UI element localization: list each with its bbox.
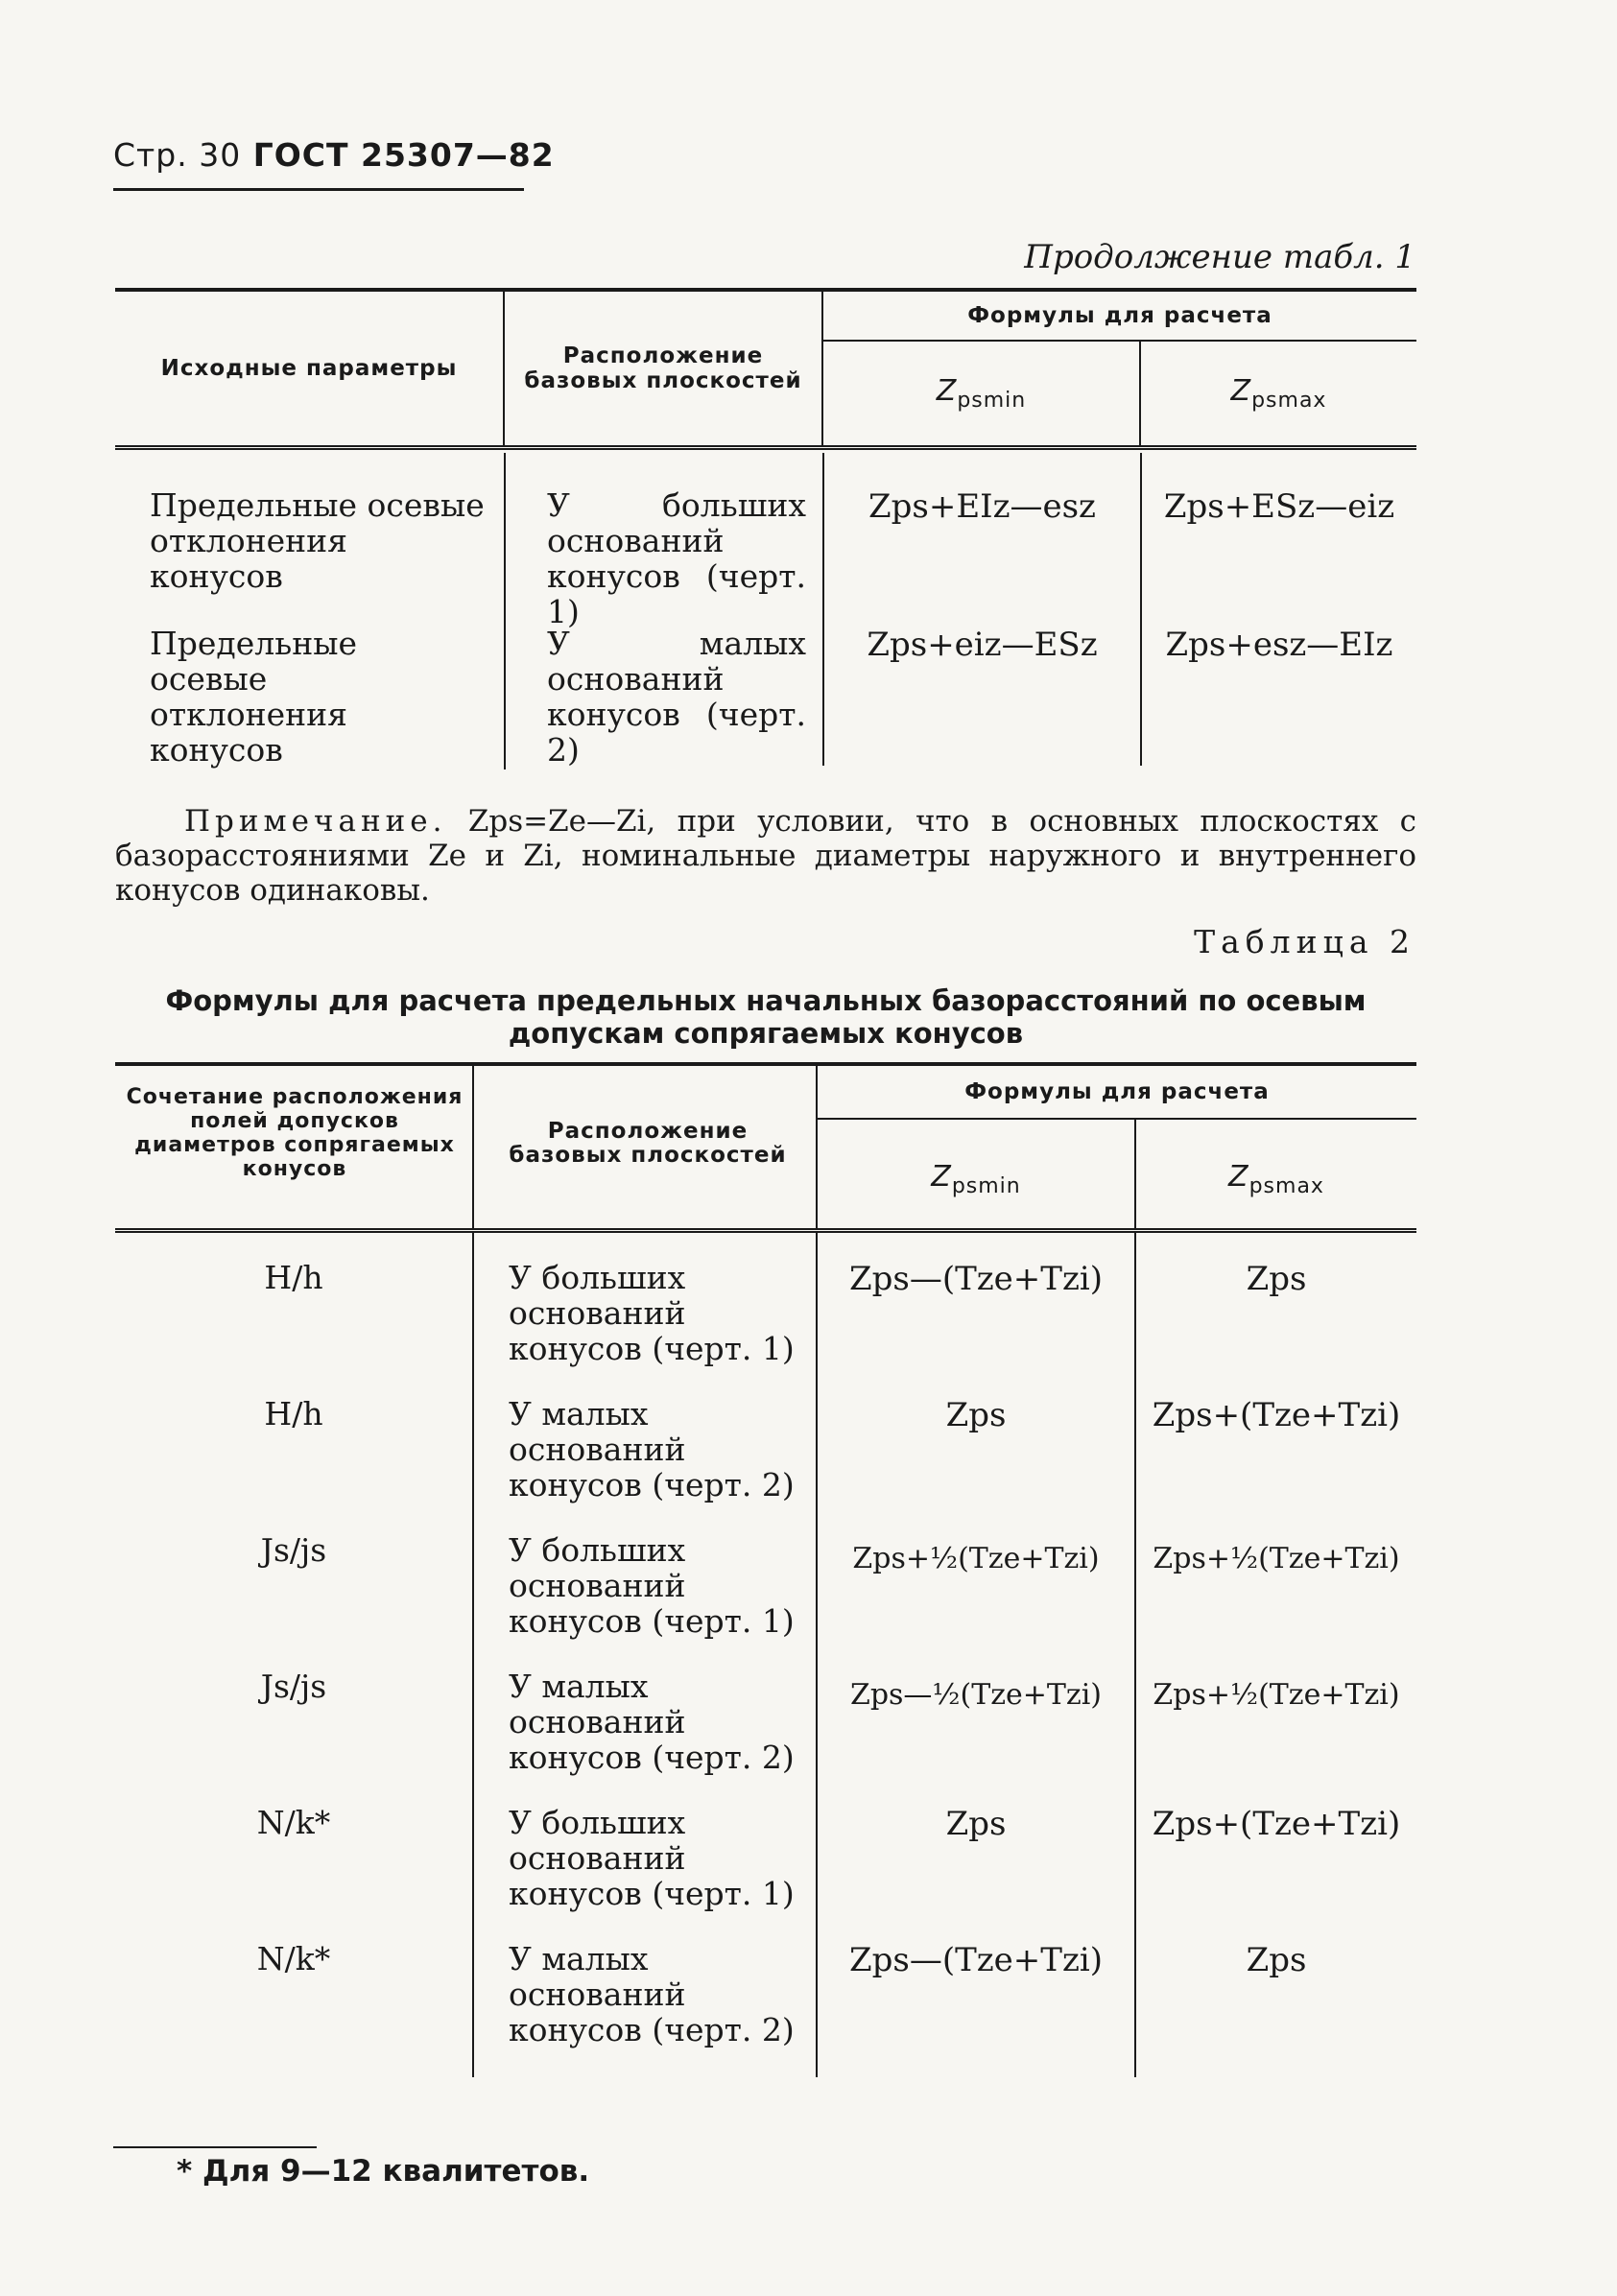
table2-row1-combo: H/h <box>264 1259 323 1296</box>
table2-row5-zmin: Zps <box>945 1805 1007 1843</box>
table2-row1-zmax: Zps <box>1246 1260 1307 1298</box>
table2-row1-location: У больших оснований конусов (черт. 1) <box>509 1259 795 1367</box>
table2-row6-zmax: Zps <box>1246 1941 1307 1979</box>
table2-row4-location: У малых оснований конусов (черт. 2) <box>509 1668 795 1776</box>
table2-col-zmin: $Z_{psmin}$ <box>931 1160 1021 1198</box>
table1-header-row-1 <box>115 290 1416 341</box>
note-text: Zps=Ze—Zi, при условии, что в основных плоскостях с базорасстояниями Ze и Zi, номинальные диаметры наружного и внутреннего конусов одинаковы. <box>115 804 1416 908</box>
table1-row2-zmax: Zps+esz—EIz <box>1165 626 1393 664</box>
table2-col-formulas: Формулы для расчета <box>964 1079 1270 1104</box>
table1-row2-param: Предельные осевые отклонения конусов <box>150 625 357 769</box>
table2-row2-zmin: Zps <box>945 1396 1007 1434</box>
table2-row5-combo: N/k* <box>256 1804 331 1841</box>
note <box>115 804 1416 908</box>
table2-row5-zmax: Zps+(Tze+Tzi) <box>1152 1805 1401 1843</box>
header-rule <box>113 188 524 191</box>
table2-row4-zmax: Zps+½(Tze+Tzi) <box>1153 1678 1400 1712</box>
table1-col-location: Расположение базовых плоскостей <box>504 290 822 448</box>
table1-row1-param: Предельные осевые отклонения конусов <box>150 486 485 595</box>
table2-col-zmax: $Z_{psmax}$ <box>1228 1160 1324 1198</box>
standard-number: ГОСТ 25307—82 <box>252 136 555 174</box>
footnote: * Для 9—12 квалитетов. <box>177 2154 590 2189</box>
table2-row6-location: У малых оснований конусов (черт. 2) <box>509 1940 795 2048</box>
table2-title: Формулы для расчета предельных начальных базорасстояний по осевым допускам сопрягаемых конусов <box>165 984 1367 1050</box>
table1-col-zmin: $Z_{psmin}$ <box>822 341 1140 448</box>
table2-row3-zmax: Zps+½(Tze+Tzi) <box>1153 1542 1400 1575</box>
table2-row3-location: У больших оснований конусов (черт. 1) <box>509 1531 795 1640</box>
table2-row6-combo: N/k* <box>256 1940 331 1977</box>
table2-header <box>115 1062 1416 1233</box>
table2-col-combo: Сочетание расположения полей допусков диаметров сопрягаемых конусов <box>126 1085 464 1181</box>
table2-row1-zmin: Zps—(Tze+Tzi) <box>848 1260 1104 1298</box>
page-header <box>113 136 555 174</box>
table2-label: Таблица 2 <box>1194 923 1415 960</box>
table2-body <box>115 1233 1416 2077</box>
table2-row3-zmin: Zps+½(Tze+Tzi) <box>852 1542 1100 1575</box>
table2-row2-zmax: Zps+(Tze+Tzi) <box>1152 1396 1401 1434</box>
table1-continuation-label: Продолжение табл. 1 <box>1024 238 1415 276</box>
table1-row1-zmax: Zps+ESz—eiz <box>1163 487 1395 526</box>
table1-row1-location: У больших оснований конусов (черт. 1) <box>547 486 806 630</box>
table1-row2-zmin: Zps+eiz—ESz <box>867 626 1098 664</box>
page-number: Стр. 30 <box>113 136 242 174</box>
table2-row4-zmin: Zps—½(Tze+Tzi) <box>849 1678 1103 1712</box>
table2-row5-location: У больших оснований конусов (черт. 1) <box>509 1804 795 1912</box>
table2-row2-combo: H/h <box>264 1395 323 1432</box>
table1-row2-location: У малых оснований конусов (черт. 2) <box>547 625 806 769</box>
table1 <box>115 288 1416 450</box>
table2-row6-zmin: Zps—(Tze+Tzi) <box>848 1941 1104 1979</box>
table1-col-params: Исходные параметры <box>115 290 504 448</box>
table2-row2-location: У малых оснований конусов (черт. 2) <box>509 1395 795 1503</box>
table2-row3-combo: Js/js <box>260 1531 327 1569</box>
table1-col-formulas: Формулы для расчета <box>822 290 1416 341</box>
footnote-rule <box>113 2146 317 2148</box>
table2-col-location: Расположение базовых плоскостей <box>509 1119 787 1168</box>
table1-col-zmax: $Z_{psmax}$ <box>1140 341 1416 448</box>
table1-body <box>115 453 1416 769</box>
table1-row1-zmin: Zps+EIz—esz <box>868 487 1096 526</box>
table2-row4-combo: Js/js <box>260 1668 327 1705</box>
note-label: Примечание. <box>184 804 447 839</box>
